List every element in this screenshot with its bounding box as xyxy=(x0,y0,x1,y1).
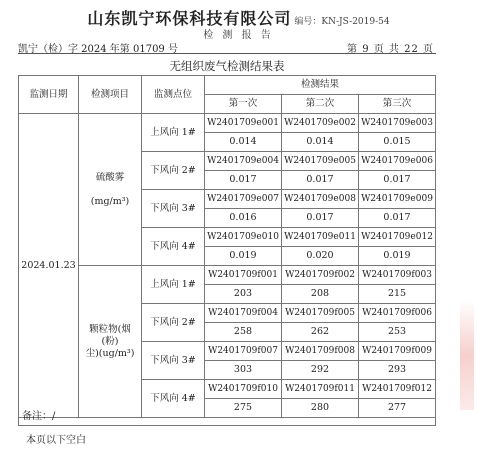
header-date: 监测日期 xyxy=(19,76,79,114)
result-value: 215 xyxy=(359,285,436,304)
result-value: 253 xyxy=(359,323,436,342)
sample-code: W2401709e003 xyxy=(359,114,436,133)
result-value: 0.014 xyxy=(205,133,282,152)
blank-below-note: 本页以下空白 xyxy=(26,435,86,446)
report-subtitle: 检 测 报 告 xyxy=(203,30,274,41)
sample-code: W2401709e012 xyxy=(359,228,436,247)
item-line: (粉) xyxy=(101,335,119,347)
report-number: 凯宁（检）字 2024 年第 01709 号 xyxy=(18,44,178,55)
sample-code: W2401709f011 xyxy=(282,380,359,399)
page-number: 第 9 页 共 22 页 xyxy=(347,44,434,55)
point-cell: 下风向 3# xyxy=(142,190,205,228)
result-value: 275 xyxy=(205,399,282,418)
sample-code: W2401709f007 xyxy=(205,342,282,361)
header-run-2: 第二次 xyxy=(282,95,359,114)
result-value: 292 xyxy=(282,361,359,380)
result-value: 0.014 xyxy=(282,133,359,152)
sample-code: W2401709e007 xyxy=(205,190,282,209)
point-cell: 下风向 4# xyxy=(142,228,205,266)
monitoring-date: 2024.01.23 xyxy=(19,114,79,418)
sample-code: W2401709f004 xyxy=(205,304,282,323)
point-cell: 下风向 4# xyxy=(142,380,205,418)
sample-code: W2401709f009 xyxy=(359,342,436,361)
item-line: 硫酸雾 xyxy=(95,171,125,183)
point-cell: 下风向 2# xyxy=(142,304,205,342)
results-table xyxy=(18,75,436,418)
result-value: 0.020 xyxy=(282,247,359,266)
result-value: 0.017 xyxy=(359,209,436,228)
item-line: 尘)(ug/m³) xyxy=(85,347,135,359)
result-value: 203 xyxy=(205,285,282,304)
result-value: 277 xyxy=(359,399,436,418)
sample-code: W2401709f001 xyxy=(205,266,282,285)
test-item-particulate-matter xyxy=(79,266,142,418)
sample-code: W2401709f005 xyxy=(282,304,359,323)
sample-code: W2401709e001 xyxy=(205,114,282,133)
point-cell: 上风向 1# xyxy=(142,266,205,304)
test-item-sulfuric-acid-mist xyxy=(79,114,142,266)
result-value: 0.017 xyxy=(205,171,282,190)
result-value: 0.019 xyxy=(205,247,282,266)
header-results: 检测结果 xyxy=(205,76,436,95)
header-point: 监测点位 xyxy=(142,76,205,114)
remarks: 备注：/ xyxy=(18,408,436,426)
item-line: 颗粒物(烟 xyxy=(89,323,131,335)
result-value: 280 xyxy=(282,399,359,418)
header-run-1: 第一次 xyxy=(205,95,282,114)
seal-stamp-edge xyxy=(460,300,474,410)
header-divider xyxy=(18,53,436,54)
sample-code: W2401709e002 xyxy=(282,114,359,133)
sample-code: W2401709f012 xyxy=(359,380,436,399)
point-cell: 上风向 1# xyxy=(142,114,205,152)
result-value: 293 xyxy=(359,361,436,380)
sample-code: W2401709e011 xyxy=(282,228,359,247)
sample-code: W2401709e006 xyxy=(359,152,436,171)
result-value: 0.019 xyxy=(359,247,436,266)
item-line: (mg/m³) xyxy=(90,195,130,207)
result-value: 0.017 xyxy=(359,171,436,190)
table-row xyxy=(19,266,436,285)
table-title: 无组织废气检测结果表 xyxy=(169,59,285,73)
point-cell: 下风向 2# xyxy=(142,152,205,190)
table-header-row xyxy=(19,76,436,95)
sample-code: W2401709e010 xyxy=(205,228,282,247)
document-code: 编号：KN-JS-2019-54 xyxy=(294,17,390,27)
result-value: 258 xyxy=(205,323,282,342)
result-value: 208 xyxy=(282,285,359,304)
point-cell: 下风向 3# xyxy=(142,342,205,380)
sample-code: W2401709e005 xyxy=(282,152,359,171)
table-row xyxy=(19,114,436,133)
result-value: 303 xyxy=(205,361,282,380)
sample-code: W2401709e004 xyxy=(205,152,282,171)
header-item: 检测项目 xyxy=(79,76,142,114)
result-value: 0.016 xyxy=(205,209,282,228)
sample-code: W2401709f002 xyxy=(282,266,359,285)
sample-code: W2401709f008 xyxy=(282,342,359,361)
result-value: 0.017 xyxy=(282,171,359,190)
sample-code: W2401709e008 xyxy=(282,190,359,209)
result-value: 0.017 xyxy=(282,209,359,228)
sample-code: W2401709f010 xyxy=(205,380,282,399)
result-value: 0.015 xyxy=(359,133,436,152)
result-value: 262 xyxy=(282,323,359,342)
company-name: 山东凯宁环保科技有限公司 xyxy=(87,9,292,28)
sample-code: W2401709e009 xyxy=(359,190,436,209)
sample-code: W2401709f003 xyxy=(359,266,436,285)
header-run-3: 第三次 xyxy=(359,95,436,114)
sample-code: W2401709f006 xyxy=(359,304,436,323)
